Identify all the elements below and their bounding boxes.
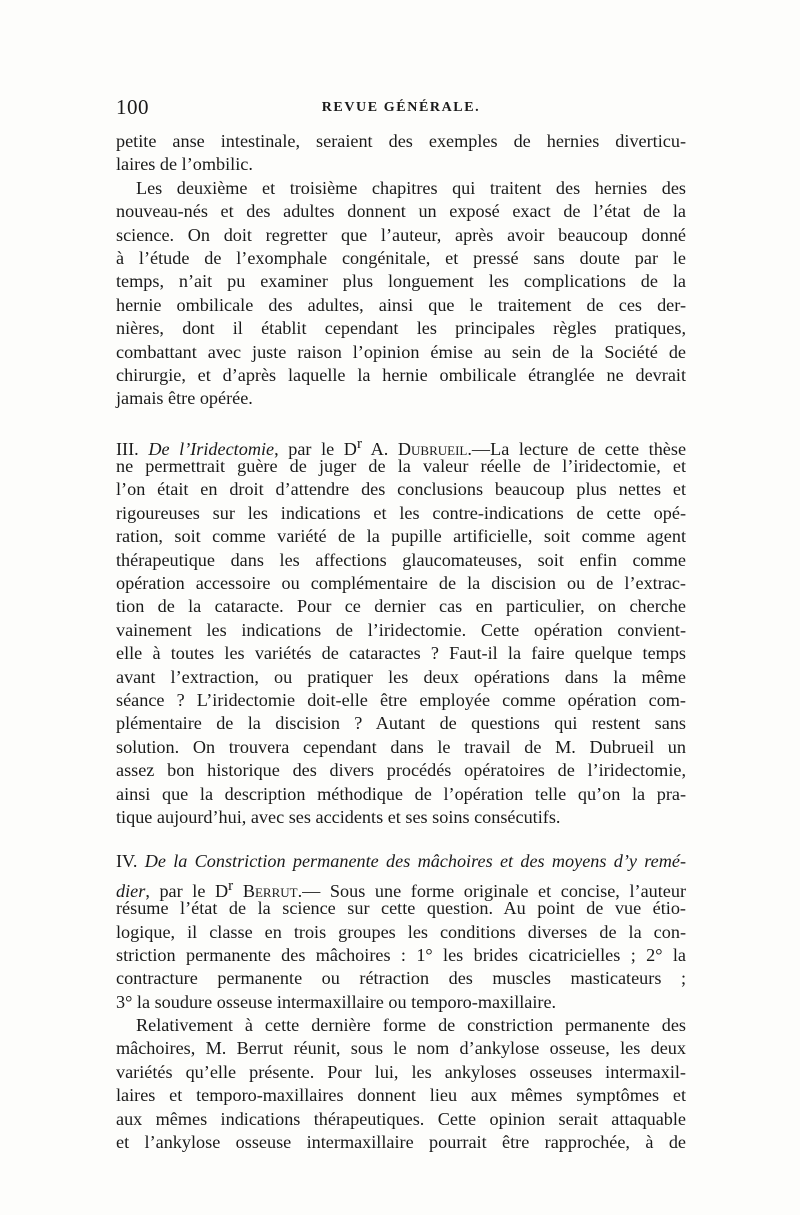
section-heading-continued	[116, 874, 687, 901]
text-line: logique, il classe en trois groupes les conditions diverses de la con-	[116, 921, 686, 942]
text-line: ration, soit comme variété de la pupille artificielle, soit comme agent	[116, 526, 686, 547]
text-line: opération accessoire ou complémentaire de la discision ou de l’extrac-	[116, 573, 686, 594]
text-line: ainsi que la description méthodique de l’opération telle qu’on la pra-	[116, 783, 686, 804]
text-line: mâchoires, M. Berrut réunit, sous le nom d’ankylose osseuse, les deux	[116, 1038, 686, 1059]
section-author: Berrut	[233, 880, 298, 901]
text-span: .— Sous une forme originale et concise, l’auteur	[297, 880, 687, 901]
text-line: nouveau-nés et des adultes donnent un exposé exact de l’état de la	[116, 201, 686, 222]
text-span: , par le D	[145, 880, 229, 901]
text-line: jamais être opérée.	[116, 388, 253, 409]
section-number: III.	[116, 438, 139, 459]
text-line: à l’étude de l’exomphale congénitale, et pressé sans doute par le	[116, 247, 686, 268]
section-number: IV.	[116, 851, 138, 872]
text-line: nières, dont il établit cependant les principales règles pratiques,	[116, 318, 686, 339]
text-line: Les deuxième et troisième chapitres qui traitent des hernies des	[136, 177, 686, 198]
text-line: et l’ankylose osseuse intermaxillaire pourrait être rapprochée, à de	[116, 1132, 686, 1153]
text-line: séance ? L’iridectomie doit-elle être employée comme opération com-	[116, 689, 686, 710]
text-span: .—La lecture de cette thèse	[467, 438, 687, 459]
text-line: thérapeutique dans les affections glaucomateuses, soit enfin comme	[116, 549, 686, 570]
running-title: REVUE GÉNÉRALE.	[321, 100, 481, 115]
text-line: tique aujourd’hui, avec ses accidents et ses soins consécutifs.	[116, 806, 561, 827]
text-line: elle à toutes les variétés de cataractes ? Faut-il la faire quelque temps	[116, 643, 686, 664]
body-text	[116, 130, 686, 1154]
section-heading	[116, 850, 686, 873]
text-line: avant l’extraction, ou pratiquer les deux opérations dans la même	[116, 666, 686, 687]
text-line: vainement les indications de l’iridectomie. Cette opération convient-	[116, 619, 686, 640]
text-line: l’on était en droit d’attendre des conclusions beaucoup plus nettes et	[116, 479, 686, 500]
text-line: résume l’état de la science sur cette question. Au point de vue étio-	[116, 898, 686, 919]
text-line: temps, n’ait pu examiner plus longuement les complications de la	[116, 271, 686, 292]
text-line: striction permanente des mâchoires : 1° les brides cicatricielles ; 2° la	[116, 944, 686, 965]
section-title: De la Constriction permanente des mâchoires et des moyens d’y remé-	[144, 851, 687, 872]
section-title: De l’Iridectomie	[148, 438, 275, 459]
section-author: A. Dubrueil	[362, 438, 468, 459]
text-line: chirurgie, et d’après laquelle la hernie ombilicale étranglée ne devrait	[116, 364, 686, 385]
text-line: combattant avec juste raison l’opinion émise au sein de la Société de	[116, 341, 686, 362]
text-line: petite anse intestinale, seraient des exemples de hernies diverticu-	[116, 131, 686, 151]
text-line: Relativement à cette dernière forme de constriction permanente des	[136, 1015, 686, 1036]
text-line: rigoureuses sur les indications et les contre-indications de cette opé-	[116, 502, 686, 523]
text-line: 3° la soudure osseuse intermaxillaire ou temporo-maxillaire.	[116, 991, 557, 1012]
text-line: laires et temporo-maxillaires donnent lieu aux mêmes symptômes et	[116, 1085, 686, 1106]
text-line: assez bon historique des divers procédés opératoires de l’iridectomie,	[116, 760, 686, 781]
text-line: plémentaire de la discision ? Autant de questions qui restent sans	[116, 713, 686, 734]
text-line: solution. On trouvera cependant dans le travail de M. Dubrueil un	[116, 736, 686, 757]
text-line: hernie ombilicale des adultes, ainsi que le traitement de ces der-	[116, 294, 686, 315]
section-title: dier	[116, 880, 146, 901]
text-span: , par le D	[274, 438, 357, 459]
superscript: r	[228, 876, 234, 894]
text-line: contracture permanente ou rétraction des muscles masticateurs ;	[116, 968, 686, 989]
section-heading	[116, 432, 687, 459]
text-line: science. On doit regretter que l’auteur, après avoir beaucoup donné	[116, 224, 686, 245]
text-line: ne permettrait guère de juger de la valeur réelle de l’iridectomie, et	[116, 456, 686, 477]
page-number: 100	[116, 95, 149, 119]
text-line: aux mêmes indications thérapeutiques. Cette opinion serait attaquable	[116, 1108, 686, 1129]
text-line: laires de l’ombilic.	[116, 154, 253, 175]
text-line: tion de la cataracte. Pour ce dernier cas en particulier, on cherche	[116, 596, 686, 617]
running-head	[116, 95, 686, 123]
text-line: variétés qu’elle présente. Pour lui, les ankyloses osseuses intermaxil-	[116, 1061, 686, 1082]
superscript: r	[356, 434, 362, 452]
